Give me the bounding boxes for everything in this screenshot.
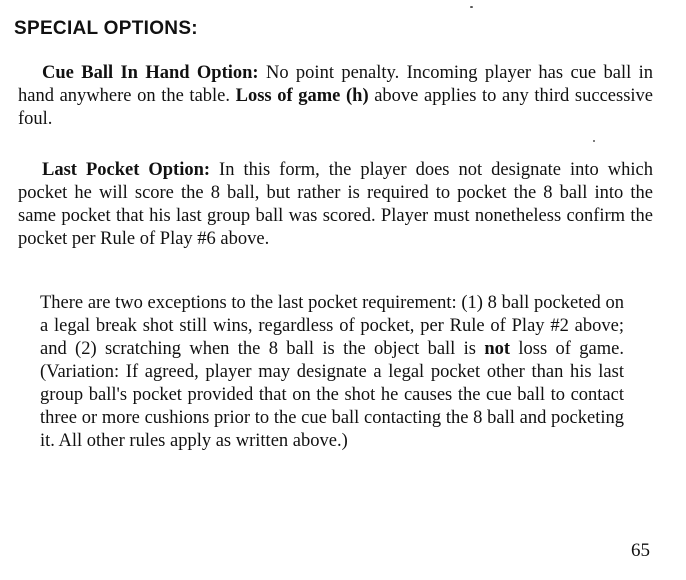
cue-ball-option-text-end: above applies to any third successive foul. (18, 86, 653, 129)
loss-of-game-reference: Loss of game (h) (235, 86, 369, 106)
cue-ball-option-term: Cue Ball In Hand Option: (42, 63, 259, 83)
exceptions-paragraph (40, 292, 624, 453)
exceptions-text-end: loss of game. (Variation: If agreed, player may designate a legal pocket other than his last group ball's pocket provided that on the shot he causes the cue ball to contact three or more cushions prior to the cue ball contacting the 8 ball and pocketing it. All other rules apply as written above.) (40, 339, 624, 451)
cue-ball-option-text: No point penalty. Incoming player has cue ball in hand anywhere on the table. (18, 63, 653, 106)
scan-speck (470, 6, 473, 8)
exceptions-text: There are two exceptions to the last pocket requirement: (1) 8 ball pocketed on a legal break shot still wins, regardless of pocket, per Rule of Play #2 above; and (2) scratching when the 8 ball is the object ball is (40, 293, 624, 359)
cue-ball-in-hand-paragraph (18, 62, 653, 131)
page-number: 65 (631, 540, 650, 561)
scan-speck (593, 140, 595, 142)
last-pocket-option-term: Last Pocket Option: (42, 160, 211, 180)
not-emphasis: not (484, 339, 511, 359)
last-pocket-option-text: In this form, the player does not designate into which pocket he will score the 8 ball, but rather is required to pocket the 8 ball into the same pocket that his last group ball was scored. Player must nonetheless confirm the pocket per Rule of Play #6 above. (18, 160, 653, 249)
section-heading: SPECIAL OPTIONS: (14, 18, 198, 39)
last-pocket-paragraph (18, 159, 653, 251)
